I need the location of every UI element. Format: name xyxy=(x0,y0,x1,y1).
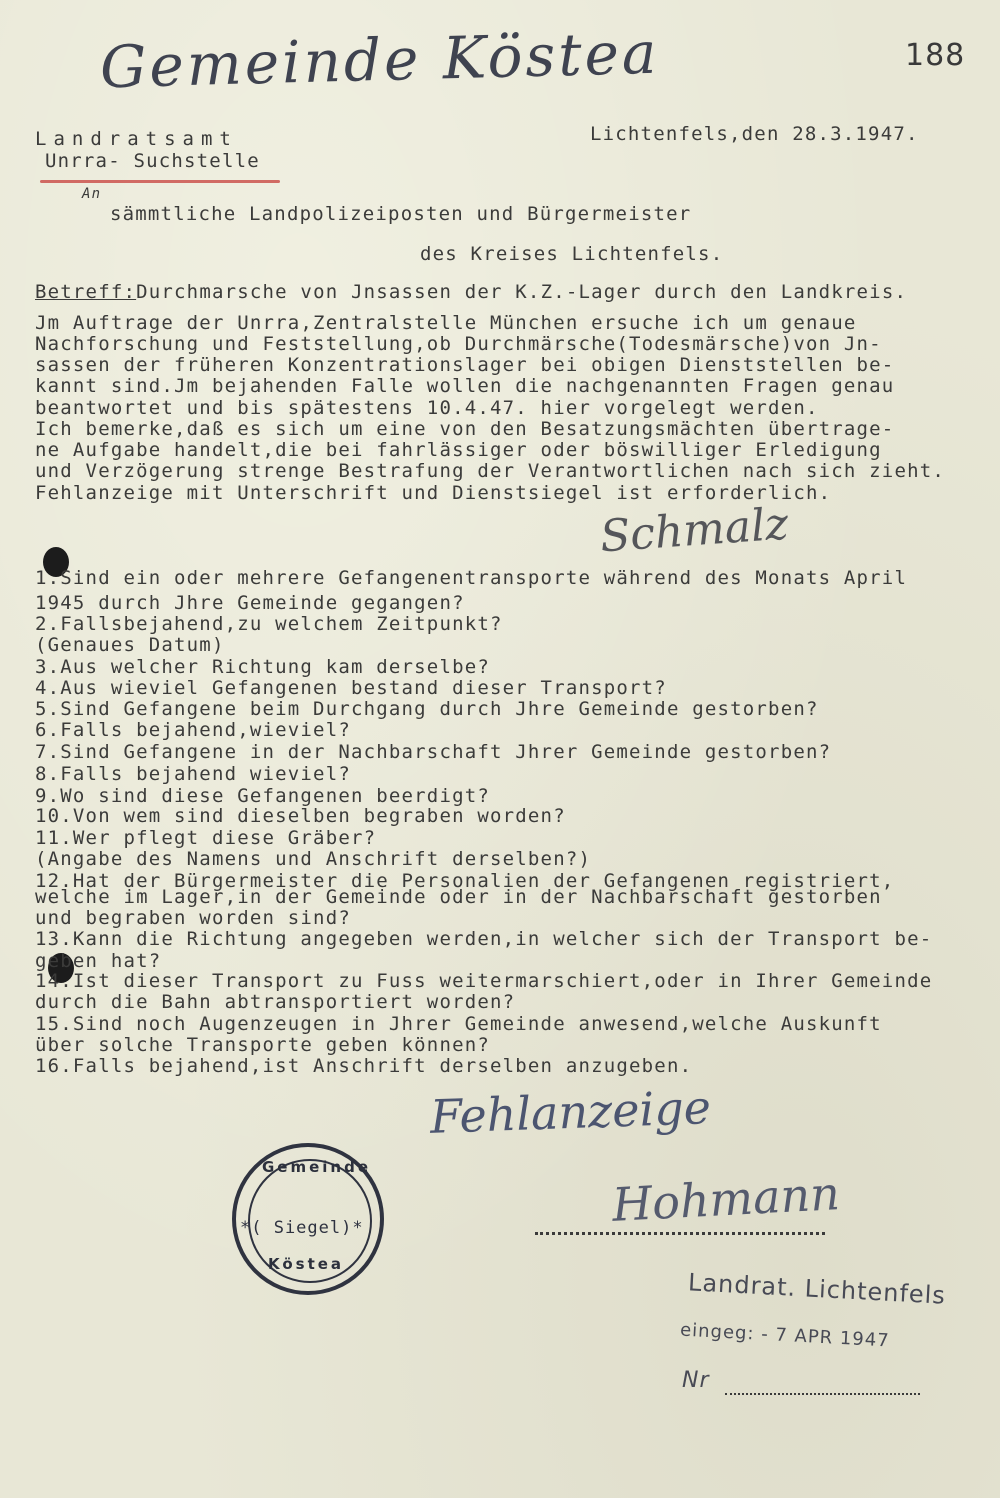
question-line: 3.Aus welcher Richtung kam derselbe? xyxy=(35,656,491,678)
body-line: sassen der früheren Konzentrationslager bei obigen Dienststellen be- xyxy=(35,354,895,376)
body-line: Nachforschung und Feststellung,ob Durchmärsche(Todesmärsche)von Jn- xyxy=(35,333,882,355)
question-line: 10.Von wem sind dieselben begraben worden? xyxy=(35,805,566,827)
question-line: geben hat? xyxy=(35,950,162,972)
body-line: kannt sind.Jm bejahenden Falle wollen die nachgenannten Fragen genau xyxy=(35,375,895,397)
receipt-stamp-number-label: Nr xyxy=(682,1368,710,1393)
signature-dotted-line xyxy=(535,1232,825,1235)
question-line: 5.Sind Gefangene beim Durchgang durch Jhre Gemeinde gestorben? xyxy=(35,698,819,720)
question-line: 15.Sind noch Augenzeugen in Jhrer Gemeinde anwesend,welche Auskunft xyxy=(35,1013,882,1035)
question-line: 4.Aus wieviel Gefangenen bestand dieser Transport? xyxy=(35,677,667,699)
seal-ring-bottom-text: Köstea xyxy=(268,1255,345,1273)
body-line: Ich bemerke,daß es sich um eine von den Besatzungsmächten übertrage- xyxy=(35,418,895,440)
question-line: 16.Falls bejahend,ist Anschrift derselben anzugeben. xyxy=(35,1055,693,1077)
receipt-number-dotted-line xyxy=(725,1393,920,1395)
question-line: 8.Falls bejahend wieviel? xyxy=(35,763,351,785)
question-line: 13.Kann die Richtung angegeben werden,in welcher sich der Transport be- xyxy=(35,928,933,950)
seal-center-text: *( Siegel)* xyxy=(240,1218,364,1238)
question-line: 2.Fallsbejahend,zu welchem Zeitpunkt? xyxy=(35,613,503,635)
subject-label: Betreff: xyxy=(35,281,137,303)
question-line: (Angabe des Namens und Anschrift derselben?) xyxy=(35,848,592,870)
red-underline-mark xyxy=(40,180,280,183)
question-line: über solche Transporte geben können? xyxy=(35,1034,491,1056)
question-line: 12.Hat der Bürgermeister die Personalien der Gefangenen registriert, xyxy=(35,870,895,892)
recipients: sämmtliche Landpolizeiposten und Bürgermeister xyxy=(110,203,692,225)
to-label: An xyxy=(82,186,102,202)
question-line: (Genaues Datum) xyxy=(35,634,225,656)
question-line: 1.Sind ein oder mehrere Gefangenentransporte während des Monats April xyxy=(35,567,908,589)
district: des Kreises Lichtenfels. xyxy=(420,243,724,265)
subject-text: Durchmarsche von Jnsassen der K.Z.-Lager durch den Landkreis. xyxy=(136,281,908,303)
body-line: beantwortet und bis spätestens 10.4.47. hier vorgelegt werden. xyxy=(35,397,819,419)
seal-ring-top-text: Gemeinde xyxy=(262,1158,372,1176)
body-line: Jm Auftrage der Unrra,Zentralstelle München ersuche ich um genaue xyxy=(35,312,857,334)
handwritten-reply: Fehlanzeige xyxy=(429,1080,712,1144)
question-line: 7.Sind Gefangene in der Nachbarschaft Jhrer Gemeinde gestorben? xyxy=(35,741,832,763)
official-signature: Schmalz xyxy=(598,498,790,563)
question-line: 11.Wer pflegt diese Gräber? xyxy=(35,827,377,849)
question-line: 14.Ist dieser Transport zu Fuss weitermarschiert,oder in Ihrer Gemeinde xyxy=(35,970,933,992)
page-number: 188 xyxy=(905,38,966,73)
question-line: durch die Bahn abtransportiert worden? xyxy=(35,991,516,1013)
handwritten-municipality-title: Gemeinde Köstea xyxy=(99,18,661,102)
office-department: Unrra- Suchstelle xyxy=(45,150,260,172)
body-line: Fehlanzeige mit Unterschrift und Dienstsiegel ist erforderlich. xyxy=(35,482,832,504)
subject-line xyxy=(35,281,907,303)
question-line: 9.Wo sind diese Gefangenen beerdigt? xyxy=(35,785,491,807)
question-line: welche im Lager,in der Gemeinde oder in der Nachbarschaft gestorben xyxy=(35,886,882,908)
body-line: ne Aufgabe handelt,die bei fahrlässiger oder böswilliger Erledigung xyxy=(35,439,882,461)
question-line: 1945 durch Jhre Gemeinde gegangen? xyxy=(35,592,465,614)
body-line: und Verzögerung strenge Bestrafung der Verantwortlichen nach sich zieht. xyxy=(35,460,946,482)
place-and-date: Lichtenfels,den 28.3.1947. xyxy=(590,123,919,145)
office-name: Landratsamt xyxy=(35,128,238,150)
question-line: 6.Falls bejahend,wieviel? xyxy=(35,719,351,741)
receipt-stamp-office: Landrat. Lichtenfels xyxy=(687,1268,947,1310)
question-line: und begraben worden sind? xyxy=(35,907,351,929)
receipt-stamp-date: eingeg: - 7 APR 1947 xyxy=(679,1319,891,1352)
mayor-signature: Hohmann xyxy=(610,1166,841,1232)
